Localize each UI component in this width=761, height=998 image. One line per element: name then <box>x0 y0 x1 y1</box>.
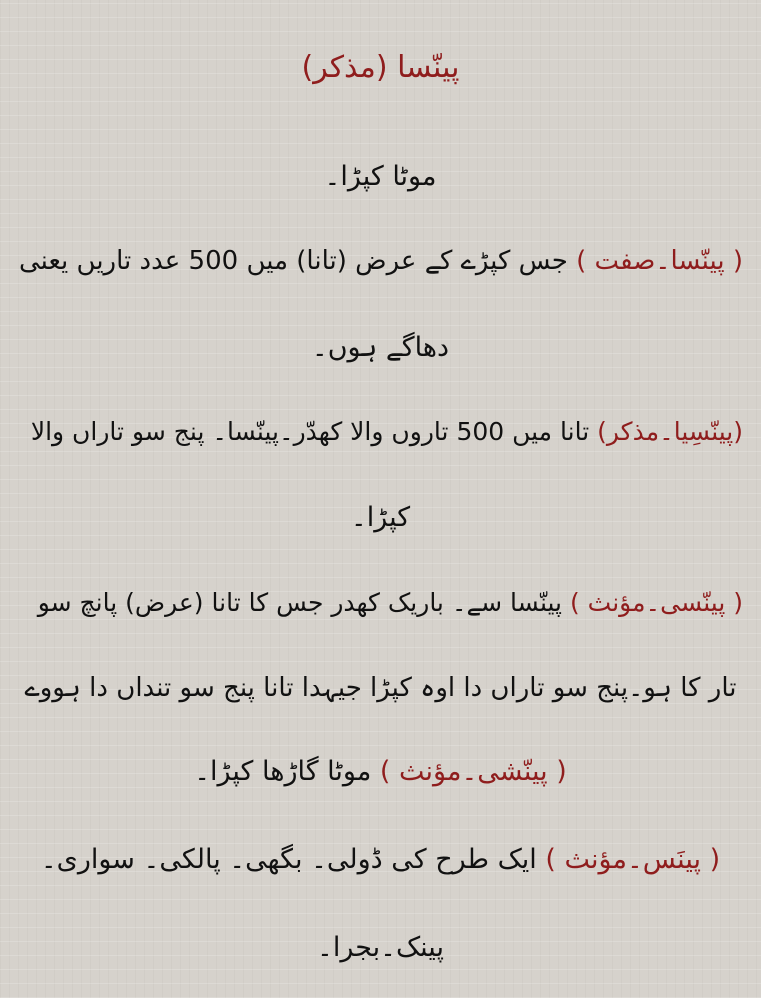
entry-2-line-1 <box>18 241 743 281</box>
entry-2-headword: ( پینّسا۔صفت ) <box>576 246 743 276</box>
entry-2-line-2: دھاگے ہوں۔ <box>311 332 450 363</box>
entry-5-headword: ( پینّشی۔مؤنث ) <box>379 756 567 787</box>
entry-3-line-1 <box>18 412 743 452</box>
entry-5-line-1 <box>18 752 743 792</box>
entry-4-line-2: تار کا ہو۔پنج سو تاراں دا اوہ کپڑا جیہدا تانا پنج سو تنداں دا ہووے <box>24 673 737 703</box>
entry-2-definition: جس کپڑے کے عرض (تانا) میں 500 عدد تاریں یعنی <box>18 246 568 276</box>
entry-4-line-1 <box>18 583 743 623</box>
entry-6-definition: ایک طرح کی ڈولی۔ بگھی۔ پالکی۔ سواری۔ <box>40 844 537 875</box>
entry-4-definition: پینّسا سے۔ باریک کھدر جس کا تانا (عرض) پانچ سو <box>37 588 562 617</box>
entry-5-definition: موٹا گاڑھا کپڑا۔ <box>194 756 372 787</box>
entry-4-headword: ( پینّسی۔مؤنث ) <box>569 588 743 617</box>
entry-3-definition: تانا میں 500 تاروں والا کھدّر۔پینّسا۔ پنج سو تاراں والا <box>30 417 590 446</box>
entry-6-headword: ( پینَس۔مؤنث ) <box>545 844 721 875</box>
entry-6-line-1 <box>18 840 743 880</box>
definition-7: پینک۔بجرا۔ <box>317 932 444 963</box>
entry-3-headword: (پینّسِیا۔مذکر) <box>597 417 743 446</box>
page-title: پینّسا (مذکر) <box>301 50 460 85</box>
definition-1: موٹا کپڑا۔ <box>324 161 437 192</box>
entry-3-line-2: کپڑا۔ <box>350 502 411 533</box>
